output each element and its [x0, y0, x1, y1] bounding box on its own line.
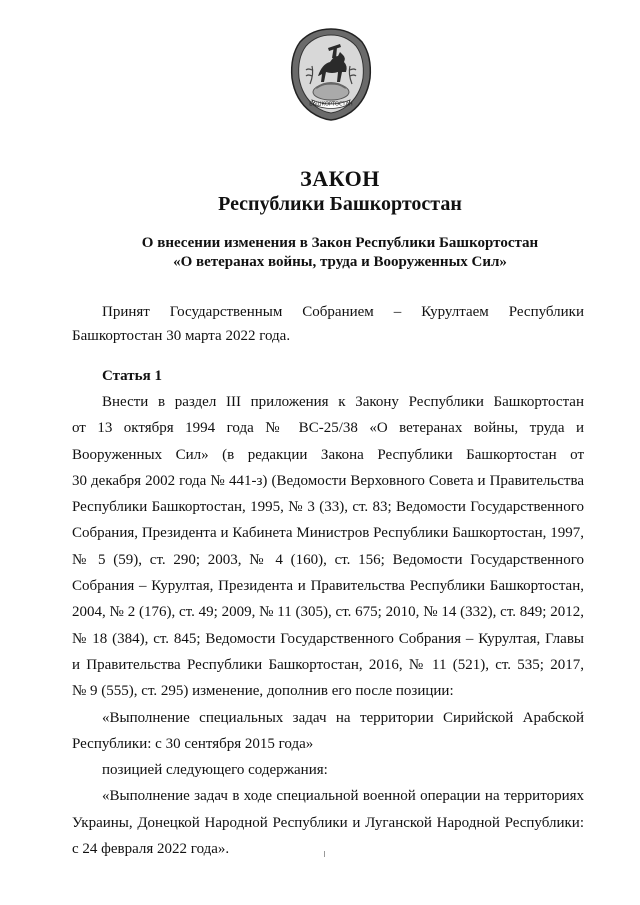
quoted-line: «Выполнение специальных задач на территории Сирийской Арабской [102, 709, 584, 726]
quoted-line: Украины, Донецкой Народной Республики и Луганской Народной Республики: [72, 814, 584, 831]
quoted-line: с 24 февраля 2022 года». [72, 841, 230, 858]
body-line: Вооруженных Сил» (в редакции Закона Республики Башкортостан от [72, 446, 584, 463]
law-name-line: О внесении изменения в Закон Республики Башкортостан [141, 235, 539, 251]
quoted-line: «Выполнение задач в ходе специальной военной операции на территориях [102, 788, 584, 805]
law-name [0, 234, 640, 272]
law-heading: ЗАКОН [300, 166, 380, 191]
article-body [72, 389, 584, 862]
body-line: № 9 (555), ст. 295) изменение, дополнив его после позиции: [72, 683, 454, 700]
emblem-caption: БАШКОРТОСТАН [309, 101, 353, 108]
body-line: № 5 (59), ст. 290; 2003, № 4 (160), ст. 156; Ведомости Государственного [72, 551, 584, 568]
adoption-statement [72, 300, 584, 348]
body-line: 2004, № 2 (176), ст. 49; 2009, № 11 (305), ст. 675; 2010, № 14 (332), ст. 849; 2012, [72, 604, 584, 621]
scan-mark [324, 851, 325, 857]
adoption-line: Принят Государственным Собранием – Курултаем Республики [102, 304, 584, 320]
body-line: № 18 (384), ст. 845; Ведомости Государственного Собрания – Курултая, Главы [72, 630, 584, 647]
coat-of-arms-icon [288, 26, 374, 122]
adoption-line: Башкортостан 30 марта 2022 года. [72, 328, 291, 344]
law-name-line: «О ветеранах войны, труда и Вооруженных Сил» [173, 254, 507, 270]
quoted-line: Республики: с 30 сентября 2015 года» [72, 735, 314, 752]
law-jurisdiction: Республики Башкортостан [218, 193, 462, 215]
body-line: позицией следующего содержания: [102, 762, 328, 779]
body-line: Собрания, Президента и Кабинета Министров Республики Башкортостан, 1997, [72, 525, 584, 542]
body-line: 30 декабря 2002 года № 441-з) (Ведомости Верховного Совета и Правительства [72, 472, 584, 489]
body-line: Республики Башкортостан, 1995, № 3 (33), ст. 83; Ведомости Государственного [72, 499, 584, 516]
body-line: от 13 октября 1994 года № ВС-25/38 «О ветеранах войны, труда и [72, 420, 584, 437]
article-title: Статья 1 [102, 368, 162, 384]
body-line: Собрания – Курултая, Президента и Правительства Республики Башкортостан, [72, 578, 584, 595]
body-line: и Правительства Республики Башкортостан, 2016, № 11 (521), ст. 535; 2017, [72, 656, 584, 673]
body-line: Внести в раздел III приложения к Закону Республики Башкортостан [102, 394, 584, 410]
coat-of-arms-emblem [288, 26, 374, 122]
